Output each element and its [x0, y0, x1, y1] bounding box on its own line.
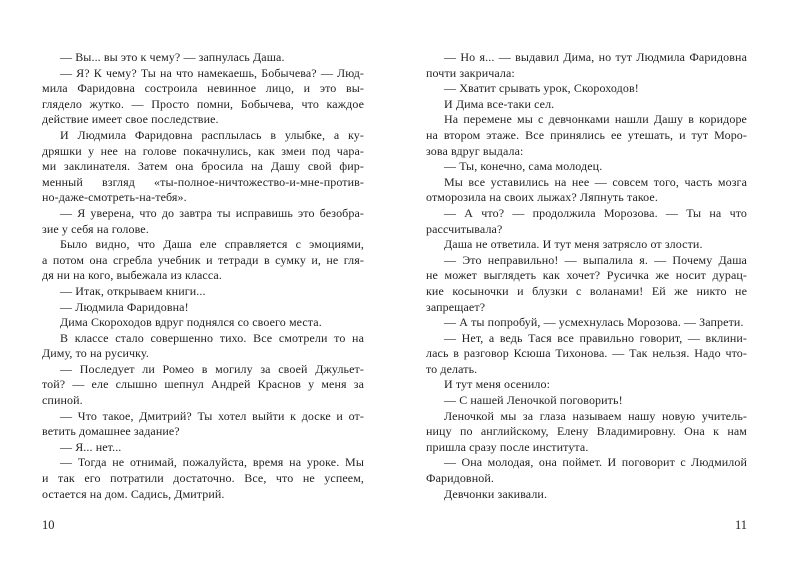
text-line: — Она молодая, она поймет. И поговорит с Людмилой: [444, 455, 747, 470]
text-line: — Итак, открываем книги...: [60, 283, 206, 298]
text-line: запрещает?: [426, 299, 486, 314]
text-line: — Я уверена, что до завтра ты исправишь это безобра-: [60, 205, 364, 220]
text-line: действие имеет свое последствие.: [42, 112, 219, 127]
left-page-number: 10: [42, 518, 55, 532]
text-line: отморозила на своих лыжах? Ляпнуть такое.: [426, 190, 658, 205]
text-line: Девчонки закивали.: [444, 486, 548, 501]
text-line: Мы все уставились на нее — совсем того, часть мозга: [444, 174, 747, 189]
text-line: — Последует ли Ромео в могилу за своей Джульет-: [60, 361, 364, 376]
text-line: Диму, то на русичку.: [42, 346, 149, 361]
text-line: На перемене мы с девчонками нашли Дашу в коридоре: [444, 112, 747, 127]
text-line: — Вы... вы это к чему? — запнулась Даша.: [60, 50, 285, 64]
text-line: — Я? К чему? Ты на что намекаешь, Бобычева? — Люд-: [60, 65, 364, 80]
text-line: Было видно, что Даша еле справляется с эмоциями,: [60, 237, 364, 252]
text-line: а потом она сгребла учебник и тетради в сумку и, не гля-: [42, 252, 364, 267]
text-line: остается на дом. Садись, Дмитрий.: [42, 486, 225, 501]
text-line: ницу по английскому, Елену Владимировну. Она к нам: [426, 424, 747, 439]
text-line: дряшки у нее на голове покачнулись, как змеи под чара-: [42, 143, 364, 158]
left-page-text: [42, 50, 364, 502]
text-line: Дима Скороходов вдруг поднялся со своего места.: [60, 315, 322, 330]
text-line: В классе стало совершенно тихо. Все смотрели то на: [60, 330, 364, 345]
text-line: И Людмила Фаридовна расплылась в улыбке, а ку-: [60, 127, 364, 142]
text-line: Леночкой мы за глаза называем нашу новую учитель-: [444, 408, 747, 423]
text-line: лась в разговор Ксюша Тихонова. — Так нельзя. Надо что-: [426, 346, 747, 361]
text-line: глядело жутко. — Просто помни, Бобычева, что каждое: [42, 96, 364, 111]
text-line: ветить домашнее задание?: [42, 424, 180, 439]
text-line: — А ты попробуй, — усмехнулась Морозова. — Запрети.: [444, 315, 744, 330]
text-line: — Это неправильно! — выпалила я. — Почему Даша: [444, 252, 747, 267]
text-line: И тут меня осенило:: [444, 377, 551, 392]
text-line: И Дима все-таки сел.: [444, 96, 555, 111]
text-line: — Я... нет...: [60, 439, 122, 454]
text-line: — Ты, конечно, сама молодец.: [444, 159, 603, 174]
text-line: кие косыночки и блузки с воланами! Ей же никто не: [426, 283, 747, 298]
text-line: — Но я... — выдавил Дима, но тут Людмила Фаридовна: [444, 50, 747, 64]
text-line: рассчитывала?: [426, 221, 503, 236]
text-line: менный взгляд «ты-полное-ничтожество-и-мне-против-: [42, 174, 364, 189]
text-line: Фаридовной.: [426, 471, 494, 486]
text-line: — Тогда не отнимай, пожалуйста, время на уроке. Мы: [60, 455, 364, 470]
text-line: то делать.: [426, 361, 478, 376]
text-line: той? — еле слышно шепнул Андрей Краснов у меня за: [42, 377, 364, 392]
text-line: — Людмила Фаридовна!: [60, 299, 189, 314]
text-line: на втором этаже. Все принялись ее утешать, и тут Моро-: [426, 127, 747, 142]
text-line: — А что? — продолжила Морозова. — Ты на что: [444, 205, 747, 220]
text-line: почти закричала:: [426, 65, 515, 80]
text-line: не может выглядеть как хочет? Русичка же носит дурац-: [426, 268, 747, 283]
text-line: — С нашей Леночкой поговорить!: [444, 393, 623, 408]
text-line: — Хватит срывать урок, Скороходов!: [444, 81, 639, 96]
text-line: и так его потратили достаточно. Все, что не успеем,: [42, 471, 364, 486]
text-line: дя ни на кого, выбежала из класса.: [42, 268, 222, 283]
text-line: мила Фаридовна состроила невинное лицо, и это вы-: [42, 81, 364, 96]
text-line: ми заклинателя. Затем она бросила на Дашу свой фир-: [42, 159, 364, 174]
text-line: спиной.: [42, 393, 83, 408]
text-line: Даша не ответила. И тут меня затрясло от злости.: [444, 237, 703, 252]
text-line: пришла сразу после института.: [426, 439, 589, 454]
text-line: — Нет, а ведь Тася все правильно говорит, — вклини-: [444, 330, 747, 345]
right-page-text: [426, 50, 747, 502]
text-line: но-даже-смотреть-на-тебя».: [42, 190, 187, 205]
text-line: зие у себя на голове.: [42, 221, 149, 236]
text-line: — Что такое, Дмитрий? Ты хотел выйти к доске и от-: [60, 408, 364, 423]
text-line: зова вдруг выдала:: [426, 143, 524, 158]
right-page-number: 11: [734, 518, 747, 532]
